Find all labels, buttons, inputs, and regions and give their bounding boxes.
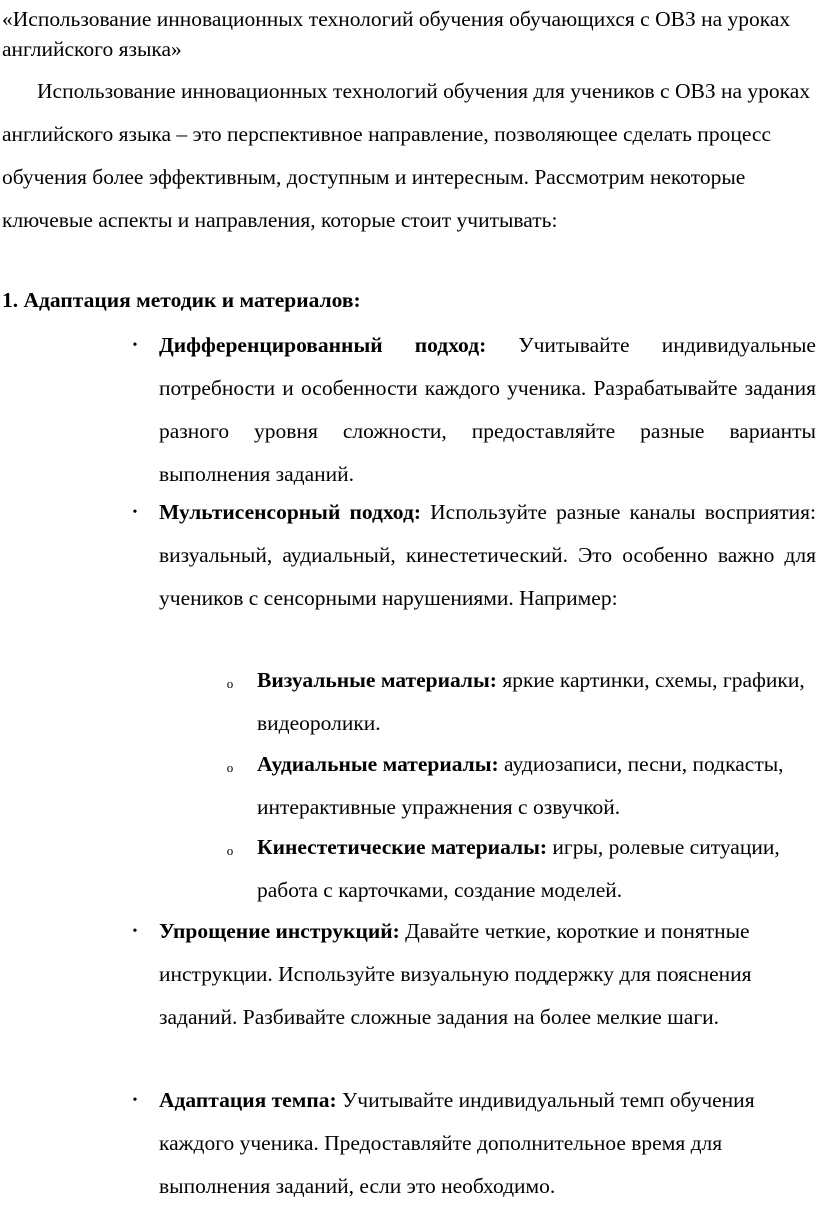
bullet-term: Мультисенсорный подход: <box>159 500 421 524</box>
sub-text: игры, ролевые ситуации, работа с карточками, создание моделей. <box>257 835 780 902</box>
bullet-text: Учитывайте индивидуальный темп обучения каждого ученика. Предоставляйте дополнительное время для выполнения заданий, если это необходимо. <box>159 1088 755 1198</box>
list-item <box>132 1079 816 1208</box>
sub-term: Кинестетические материалы: <box>257 835 548 859</box>
bullet-marker: • <box>132 505 138 520</box>
bullet-term: Упрощение инструкций: <box>159 919 400 943</box>
sub-list-item <box>226 743 816 829</box>
sub-bullet-marker: o <box>226 676 234 691</box>
list-item <box>132 491 816 620</box>
sub-bullet-marker: o <box>226 760 234 775</box>
bullet-marker: • <box>132 338 138 353</box>
list-item <box>132 324 816 496</box>
bullet-marker: • <box>132 1093 138 1108</box>
bullet-text: Используйте разные каналы восприятия: визуальный, аудиальный, кинестетический. Это особенно важно для учеников с сенсорными нарушениями. Например: <box>159 500 816 610</box>
sub-text: аудиозаписи, песни, подкасты, интерактивные упражнения с озвучкой. <box>257 752 784 819</box>
bullet-term: Дифференцированный подход: <box>159 333 487 357</box>
bullet-term: Адаптация темпа: <box>159 1088 337 1112</box>
section-heading: 1. Адаптация методик и материалов: <box>2 288 361 312</box>
sub-bullet-marker: o <box>226 843 234 858</box>
list-item <box>132 910 816 1039</box>
sub-term: Аудиальные материалы: <box>257 752 499 776</box>
bullet-text: Учитывайте индивидуальные потребности и особенности каждого ученика. Разрабатывайте задания разного уровня сложности, предоставляйте разные варианты выполнения заданий. <box>159 333 816 486</box>
intro-text: Использование инновационных технологий обучения для учеников с ОВЗ на уроках английского языка – это перспективное направление, позволяющее сделать процесс обучения более эффективным, доступным и интересным. Рассмотрим некоторые ключевые аспекты и направления, которые стоит учитывать: <box>2 79 811 232</box>
sub-list-item <box>226 659 816 745</box>
bullet-marker: • <box>132 924 138 939</box>
sub-text: яркие картинки, схемы, графики, видеоролики. <box>257 668 805 735</box>
sub-term: Визуальные материалы: <box>257 668 497 692</box>
document-title: «Использование инновационных технологий обучения обучающихся с ОВЗ на уроках английского языка» <box>2 7 791 61</box>
sub-list-item <box>226 826 816 912</box>
bullet-text: Давайте четкие, короткие и понятные инструкции. Используйте визуальную поддержку для пояснения заданий. Разбивайте сложные задания на более мелкие шаги. <box>159 919 752 1029</box>
